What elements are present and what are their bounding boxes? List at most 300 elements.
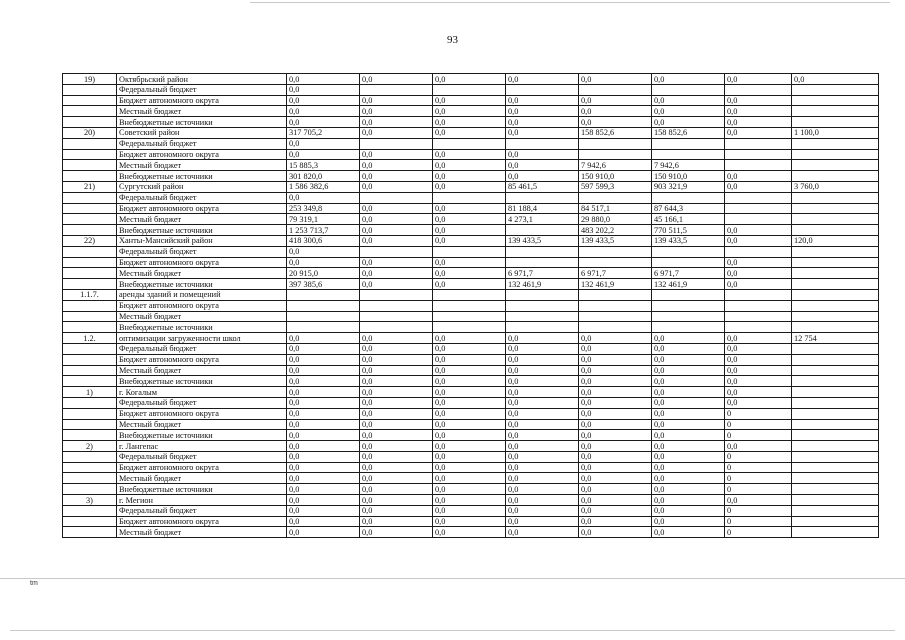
value-cell: 0,0 [287, 516, 360, 527]
value-cell: 7 942,6 [652, 160, 725, 171]
table-row [63, 84, 879, 95]
row-number-cell: 19) [63, 74, 117, 85]
value-cell: 0,0 [360, 462, 433, 473]
table-row [63, 235, 879, 246]
table-row [63, 365, 879, 376]
table-row [63, 441, 879, 452]
row-label-cell: Внебюджетные источники [117, 322, 287, 333]
row-number-cell [63, 117, 117, 128]
value-cell: 0,0 [433, 473, 506, 484]
table-row [63, 149, 879, 160]
value-cell: 0,0 [360, 343, 433, 354]
table-row [63, 192, 879, 203]
value-cell [433, 311, 506, 322]
value-cell: 597 599,3 [579, 181, 652, 192]
row-number-cell [63, 462, 117, 473]
table-row [63, 74, 879, 85]
value-cell [579, 289, 652, 300]
value-cell: 0,0 [725, 397, 792, 408]
value-cell [792, 516, 879, 527]
value-cell: 483 202,2 [579, 225, 652, 236]
value-cell: 0,0 [579, 516, 652, 527]
row-label-cell: Бюджет автономного округа [117, 516, 287, 527]
value-cell: 0,0 [287, 527, 360, 538]
value-cell: 0,0 [652, 376, 725, 387]
row-label-cell: Внебюджетные источники [117, 430, 287, 441]
value-cell: 0,0 [579, 117, 652, 128]
scan-artifact-bottom [0, 578, 905, 579]
value-cell [725, 138, 792, 149]
value-cell: 0,0 [579, 484, 652, 495]
row-number-cell: 20) [63, 127, 117, 138]
value-cell: 770 511,5 [652, 225, 725, 236]
value-cell: 0,0 [287, 138, 360, 149]
value-cell [792, 279, 879, 290]
value-cell [792, 311, 879, 322]
value-cell: 0,0 [433, 127, 506, 138]
value-cell: 0,0 [433, 343, 506, 354]
value-cell [433, 246, 506, 257]
value-cell: 0,0 [725, 127, 792, 138]
value-cell: 0,0 [652, 441, 725, 452]
value-cell: 0,0 [433, 333, 506, 344]
row-label-cell: Бюджет автономного округа [117, 95, 287, 106]
value-cell: 0,0 [652, 495, 725, 506]
value-cell: 0,0 [360, 430, 433, 441]
value-cell: 301 820,0 [287, 171, 360, 182]
row-number-cell [63, 279, 117, 290]
value-cell: 0,0 [652, 333, 725, 344]
value-cell: 0,0 [652, 117, 725, 128]
value-cell: 0,0 [360, 106, 433, 117]
footer-mark: tm [30, 580, 38, 587]
table-row [63, 484, 879, 495]
value-cell [652, 311, 725, 322]
value-cell [506, 289, 579, 300]
table-row [63, 516, 879, 527]
row-number-cell [63, 473, 117, 484]
value-cell [579, 257, 652, 268]
value-cell: 0,0 [433, 214, 506, 225]
value-cell [287, 300, 360, 311]
value-cell [506, 300, 579, 311]
value-cell: 158 852,6 [652, 127, 725, 138]
value-cell [792, 505, 879, 516]
value-cell [725, 311, 792, 322]
value-cell [652, 300, 725, 311]
value-cell: 0 [725, 505, 792, 516]
value-cell: 0,0 [579, 441, 652, 452]
value-cell [652, 84, 725, 95]
row-number-cell [63, 505, 117, 516]
row-number-cell: 1.1.7. [63, 289, 117, 300]
row-number-cell [63, 516, 117, 527]
value-cell: 0,0 [652, 473, 725, 484]
row-label-cell: Октябрьский район [117, 74, 287, 85]
value-cell: 253 349,8 [287, 203, 360, 214]
value-cell: 0,0 [433, 235, 506, 246]
value-cell: 0,0 [506, 484, 579, 495]
value-cell: 0,0 [287, 484, 360, 495]
value-cell: 0,0 [579, 354, 652, 365]
value-cell: 0,0 [433, 505, 506, 516]
value-cell: 0,0 [579, 376, 652, 387]
value-cell [652, 246, 725, 257]
table-row [63, 225, 879, 236]
table-row [63, 160, 879, 171]
row-number-cell [63, 95, 117, 106]
value-cell: 0,0 [287, 495, 360, 506]
value-cell: 0,0 [433, 397, 506, 408]
table-row [63, 408, 879, 419]
value-cell: 0,0 [360, 473, 433, 484]
value-cell [792, 214, 879, 225]
value-cell: 0,0 [287, 397, 360, 408]
value-cell: 150 910,0 [652, 171, 725, 182]
value-cell [433, 300, 506, 311]
value-cell [579, 149, 652, 160]
table-row [63, 257, 879, 268]
value-cell: 0,0 [579, 527, 652, 538]
value-cell: 0,0 [506, 451, 579, 462]
value-cell [725, 214, 792, 225]
value-cell: 0,0 [360, 279, 433, 290]
value-cell: 150 910,0 [579, 171, 652, 182]
value-cell [792, 257, 879, 268]
value-cell [360, 84, 433, 95]
value-cell [792, 365, 879, 376]
value-cell: 0,0 [360, 505, 433, 516]
value-cell: 0,0 [360, 203, 433, 214]
value-cell: 0,0 [652, 527, 725, 538]
row-label-cell: Бюджет автономного округа [117, 203, 287, 214]
value-cell: 0,0 [725, 235, 792, 246]
value-cell [792, 149, 879, 160]
value-cell: 0,0 [579, 95, 652, 106]
value-cell [792, 203, 879, 214]
value-cell: 0 [725, 430, 792, 441]
value-cell: 120,0 [792, 235, 879, 246]
row-number-cell [63, 354, 117, 365]
value-cell: 0,0 [506, 171, 579, 182]
row-number-cell [63, 192, 117, 203]
value-cell [433, 289, 506, 300]
row-label-cell: Местный бюджет [117, 311, 287, 322]
row-number-cell [63, 203, 117, 214]
value-cell: 0,0 [652, 408, 725, 419]
table-row [63, 203, 879, 214]
value-cell: 0,0 [433, 441, 506, 452]
value-cell [360, 289, 433, 300]
value-cell: 0,0 [506, 149, 579, 160]
table-row [63, 495, 879, 506]
value-cell: 0,0 [360, 225, 433, 236]
value-cell: 0,0 [506, 473, 579, 484]
value-cell [792, 408, 879, 419]
row-label-cell: г. Когалым [117, 387, 287, 398]
row-number-cell [63, 365, 117, 376]
value-cell: 0,0 [433, 160, 506, 171]
row-label-cell: Ханты-Мансийский район [117, 235, 287, 246]
value-cell: 0,0 [287, 462, 360, 473]
value-cell [792, 300, 879, 311]
row-number-cell [63, 322, 117, 333]
value-cell [792, 354, 879, 365]
value-cell: 0,0 [652, 95, 725, 106]
row-label-cell: Федеральный бюджет [117, 192, 287, 203]
value-cell [725, 300, 792, 311]
row-label-cell: Бюджет автономного округа [117, 462, 287, 473]
table-row [63, 505, 879, 516]
value-cell: 0,0 [725, 106, 792, 117]
value-cell: 132 461,9 [579, 279, 652, 290]
value-cell [360, 138, 433, 149]
value-cell [792, 495, 879, 506]
value-cell: 0,0 [725, 181, 792, 192]
table-row [63, 127, 879, 138]
value-cell: 0,0 [579, 74, 652, 85]
row-number-cell [63, 419, 117, 430]
value-cell [792, 343, 879, 354]
row-label-cell: Местный бюджет [117, 527, 287, 538]
value-cell: 84 517,1 [579, 203, 652, 214]
value-cell: 0,0 [579, 397, 652, 408]
value-cell: 0,0 [433, 106, 506, 117]
row-label-cell: Федеральный бюджет [117, 84, 287, 95]
value-cell [506, 322, 579, 333]
value-cell: 0 [725, 516, 792, 527]
row-number-cell [63, 106, 117, 117]
scan-artifact-top [250, 2, 890, 3]
value-cell: 15 885,3 [287, 160, 360, 171]
value-cell [360, 300, 433, 311]
value-cell [433, 192, 506, 203]
value-cell: 0,0 [433, 462, 506, 473]
value-cell [433, 84, 506, 95]
value-cell [725, 160, 792, 171]
value-cell: 0,0 [433, 225, 506, 236]
value-cell: 0,0 [579, 451, 652, 462]
row-label-cell: Федеральный бюджет [117, 397, 287, 408]
value-cell: 0,0 [579, 387, 652, 398]
value-cell: 0,0 [360, 160, 433, 171]
value-cell: 0,0 [433, 484, 506, 495]
row-label-cell: Бюджет автономного округа [117, 354, 287, 365]
value-cell: 0,0 [287, 419, 360, 430]
value-cell: 0,0 [360, 516, 433, 527]
value-cell [506, 246, 579, 257]
value-cell: 0,0 [725, 117, 792, 128]
value-cell [579, 300, 652, 311]
value-cell: 0,0 [506, 387, 579, 398]
value-cell: 0,0 [360, 149, 433, 160]
value-cell: 0 [725, 484, 792, 495]
value-cell: 0,0 [506, 462, 579, 473]
value-cell: 0 [725, 527, 792, 538]
row-number-cell [63, 225, 117, 236]
value-cell: 139 433,5 [506, 235, 579, 246]
value-cell: 0,0 [506, 505, 579, 516]
row-label-cell: Внебюджетные источники [117, 117, 287, 128]
value-cell: 0,0 [360, 441, 433, 452]
value-cell [579, 84, 652, 95]
value-cell: 0,0 [360, 95, 433, 106]
row-label-cell: Внебюджетные источники [117, 225, 287, 236]
value-cell [433, 322, 506, 333]
value-cell: 0,0 [287, 333, 360, 344]
value-cell: 0,0 [652, 419, 725, 430]
value-cell: 0,0 [506, 365, 579, 376]
value-cell: 0,0 [360, 387, 433, 398]
value-cell: 0,0 [725, 343, 792, 354]
value-cell [360, 311, 433, 322]
value-cell [792, 171, 879, 182]
value-cell [792, 419, 879, 430]
value-cell: 0,0 [433, 117, 506, 128]
value-cell: 0,0 [287, 376, 360, 387]
row-number-cell [63, 138, 117, 149]
table-row [63, 246, 879, 257]
row-label-cell: Советский район [117, 127, 287, 138]
row-number-cell [63, 484, 117, 495]
value-cell: 0,0 [433, 419, 506, 430]
value-cell: 0,0 [433, 181, 506, 192]
value-cell: 0,0 [360, 376, 433, 387]
value-cell [725, 322, 792, 333]
value-cell: 0,0 [433, 257, 506, 268]
value-cell: 0,0 [506, 397, 579, 408]
value-cell: 0,0 [725, 257, 792, 268]
value-cell: 0,0 [287, 408, 360, 419]
table-row [63, 138, 879, 149]
value-cell: 81 188,4 [506, 203, 579, 214]
page-number: 93 [447, 34, 458, 46]
value-cell: 0,0 [287, 95, 360, 106]
row-label-cell: Федеральный бюджет [117, 343, 287, 354]
value-cell: 0,0 [579, 473, 652, 484]
value-cell: 0,0 [287, 387, 360, 398]
value-cell: 0,0 [287, 149, 360, 160]
value-cell: 0,0 [360, 451, 433, 462]
value-cell: 1 100,0 [792, 127, 879, 138]
value-cell: 0,0 [433, 149, 506, 160]
value-cell: 139 433,5 [579, 235, 652, 246]
value-cell [360, 246, 433, 257]
value-cell: 0,0 [287, 473, 360, 484]
value-cell: 0,0 [652, 516, 725, 527]
value-cell: 0,0 [792, 74, 879, 85]
row-label-cell: г. Мегион [117, 495, 287, 506]
table-row [63, 397, 879, 408]
value-cell: 0,0 [506, 376, 579, 387]
value-cell: 0,0 [433, 408, 506, 419]
row-number-cell [63, 343, 117, 354]
value-cell: 6 971,7 [652, 268, 725, 279]
value-cell [506, 84, 579, 95]
value-cell: 0,0 [725, 225, 792, 236]
value-cell [792, 322, 879, 333]
value-cell: 0,0 [287, 354, 360, 365]
value-cell: 0,0 [506, 160, 579, 171]
value-cell: 0,0 [506, 441, 579, 452]
value-cell [792, 225, 879, 236]
row-label-cell: Сургутский район [117, 181, 287, 192]
row-number-cell [63, 527, 117, 538]
value-cell: 0,0 [579, 365, 652, 376]
value-cell [579, 322, 652, 333]
value-cell [792, 376, 879, 387]
row-label-cell: Федеральный бюджет [117, 451, 287, 462]
value-cell: 0,0 [506, 430, 579, 441]
value-cell: 45 166,1 [652, 214, 725, 225]
value-cell [652, 322, 725, 333]
value-cell [652, 192, 725, 203]
value-cell: 0,0 [652, 387, 725, 398]
value-cell: 1 586 382,6 [287, 181, 360, 192]
value-cell: 0,0 [652, 430, 725, 441]
value-cell: 0,0 [506, 419, 579, 430]
value-cell: 418 300,6 [287, 235, 360, 246]
value-cell: 0,0 [579, 343, 652, 354]
value-cell: 0,0 [287, 257, 360, 268]
value-cell: 0,0 [652, 462, 725, 473]
value-cell: 0,0 [579, 462, 652, 473]
row-label-cell: Местный бюджет [117, 160, 287, 171]
table-row [63, 419, 879, 430]
value-cell: 0,0 [725, 279, 792, 290]
value-cell [433, 138, 506, 149]
value-cell: 0,0 [725, 354, 792, 365]
value-cell: 0,0 [506, 354, 579, 365]
row-number-cell [63, 397, 117, 408]
value-cell: 0 [725, 473, 792, 484]
row-number-cell [63, 246, 117, 257]
value-cell [506, 311, 579, 322]
value-cell [792, 95, 879, 106]
value-cell: 0 [725, 451, 792, 462]
row-number-cell [63, 257, 117, 268]
row-number-cell [63, 160, 117, 171]
value-cell: 0,0 [725, 441, 792, 452]
value-cell [287, 311, 360, 322]
row-number-cell [63, 311, 117, 322]
row-number-cell: 22) [63, 235, 117, 246]
value-cell [506, 257, 579, 268]
value-cell: 0,0 [287, 365, 360, 376]
value-cell [506, 192, 579, 203]
row-label-cell: Бюджет автономного округа [117, 149, 287, 160]
value-cell [792, 451, 879, 462]
value-cell [792, 268, 879, 279]
value-cell: 0,0 [506, 117, 579, 128]
value-cell: 12 754 [792, 333, 879, 344]
row-number-cell [63, 430, 117, 441]
value-cell: 0,0 [360, 235, 433, 246]
value-cell: 0,0 [579, 430, 652, 441]
value-cell: 0,0 [433, 430, 506, 441]
value-cell: 0,0 [360, 268, 433, 279]
value-cell: 0,0 [360, 214, 433, 225]
value-cell [506, 138, 579, 149]
table-row [63, 462, 879, 473]
row-label-cell: Местный бюджет [117, 106, 287, 117]
value-cell: 79 319,1 [287, 214, 360, 225]
value-cell: 0,0 [360, 127, 433, 138]
value-cell: 0,0 [360, 495, 433, 506]
value-cell: 29 880,0 [579, 214, 652, 225]
value-cell: 0,0 [433, 365, 506, 376]
value-cell: 0,0 [652, 484, 725, 495]
